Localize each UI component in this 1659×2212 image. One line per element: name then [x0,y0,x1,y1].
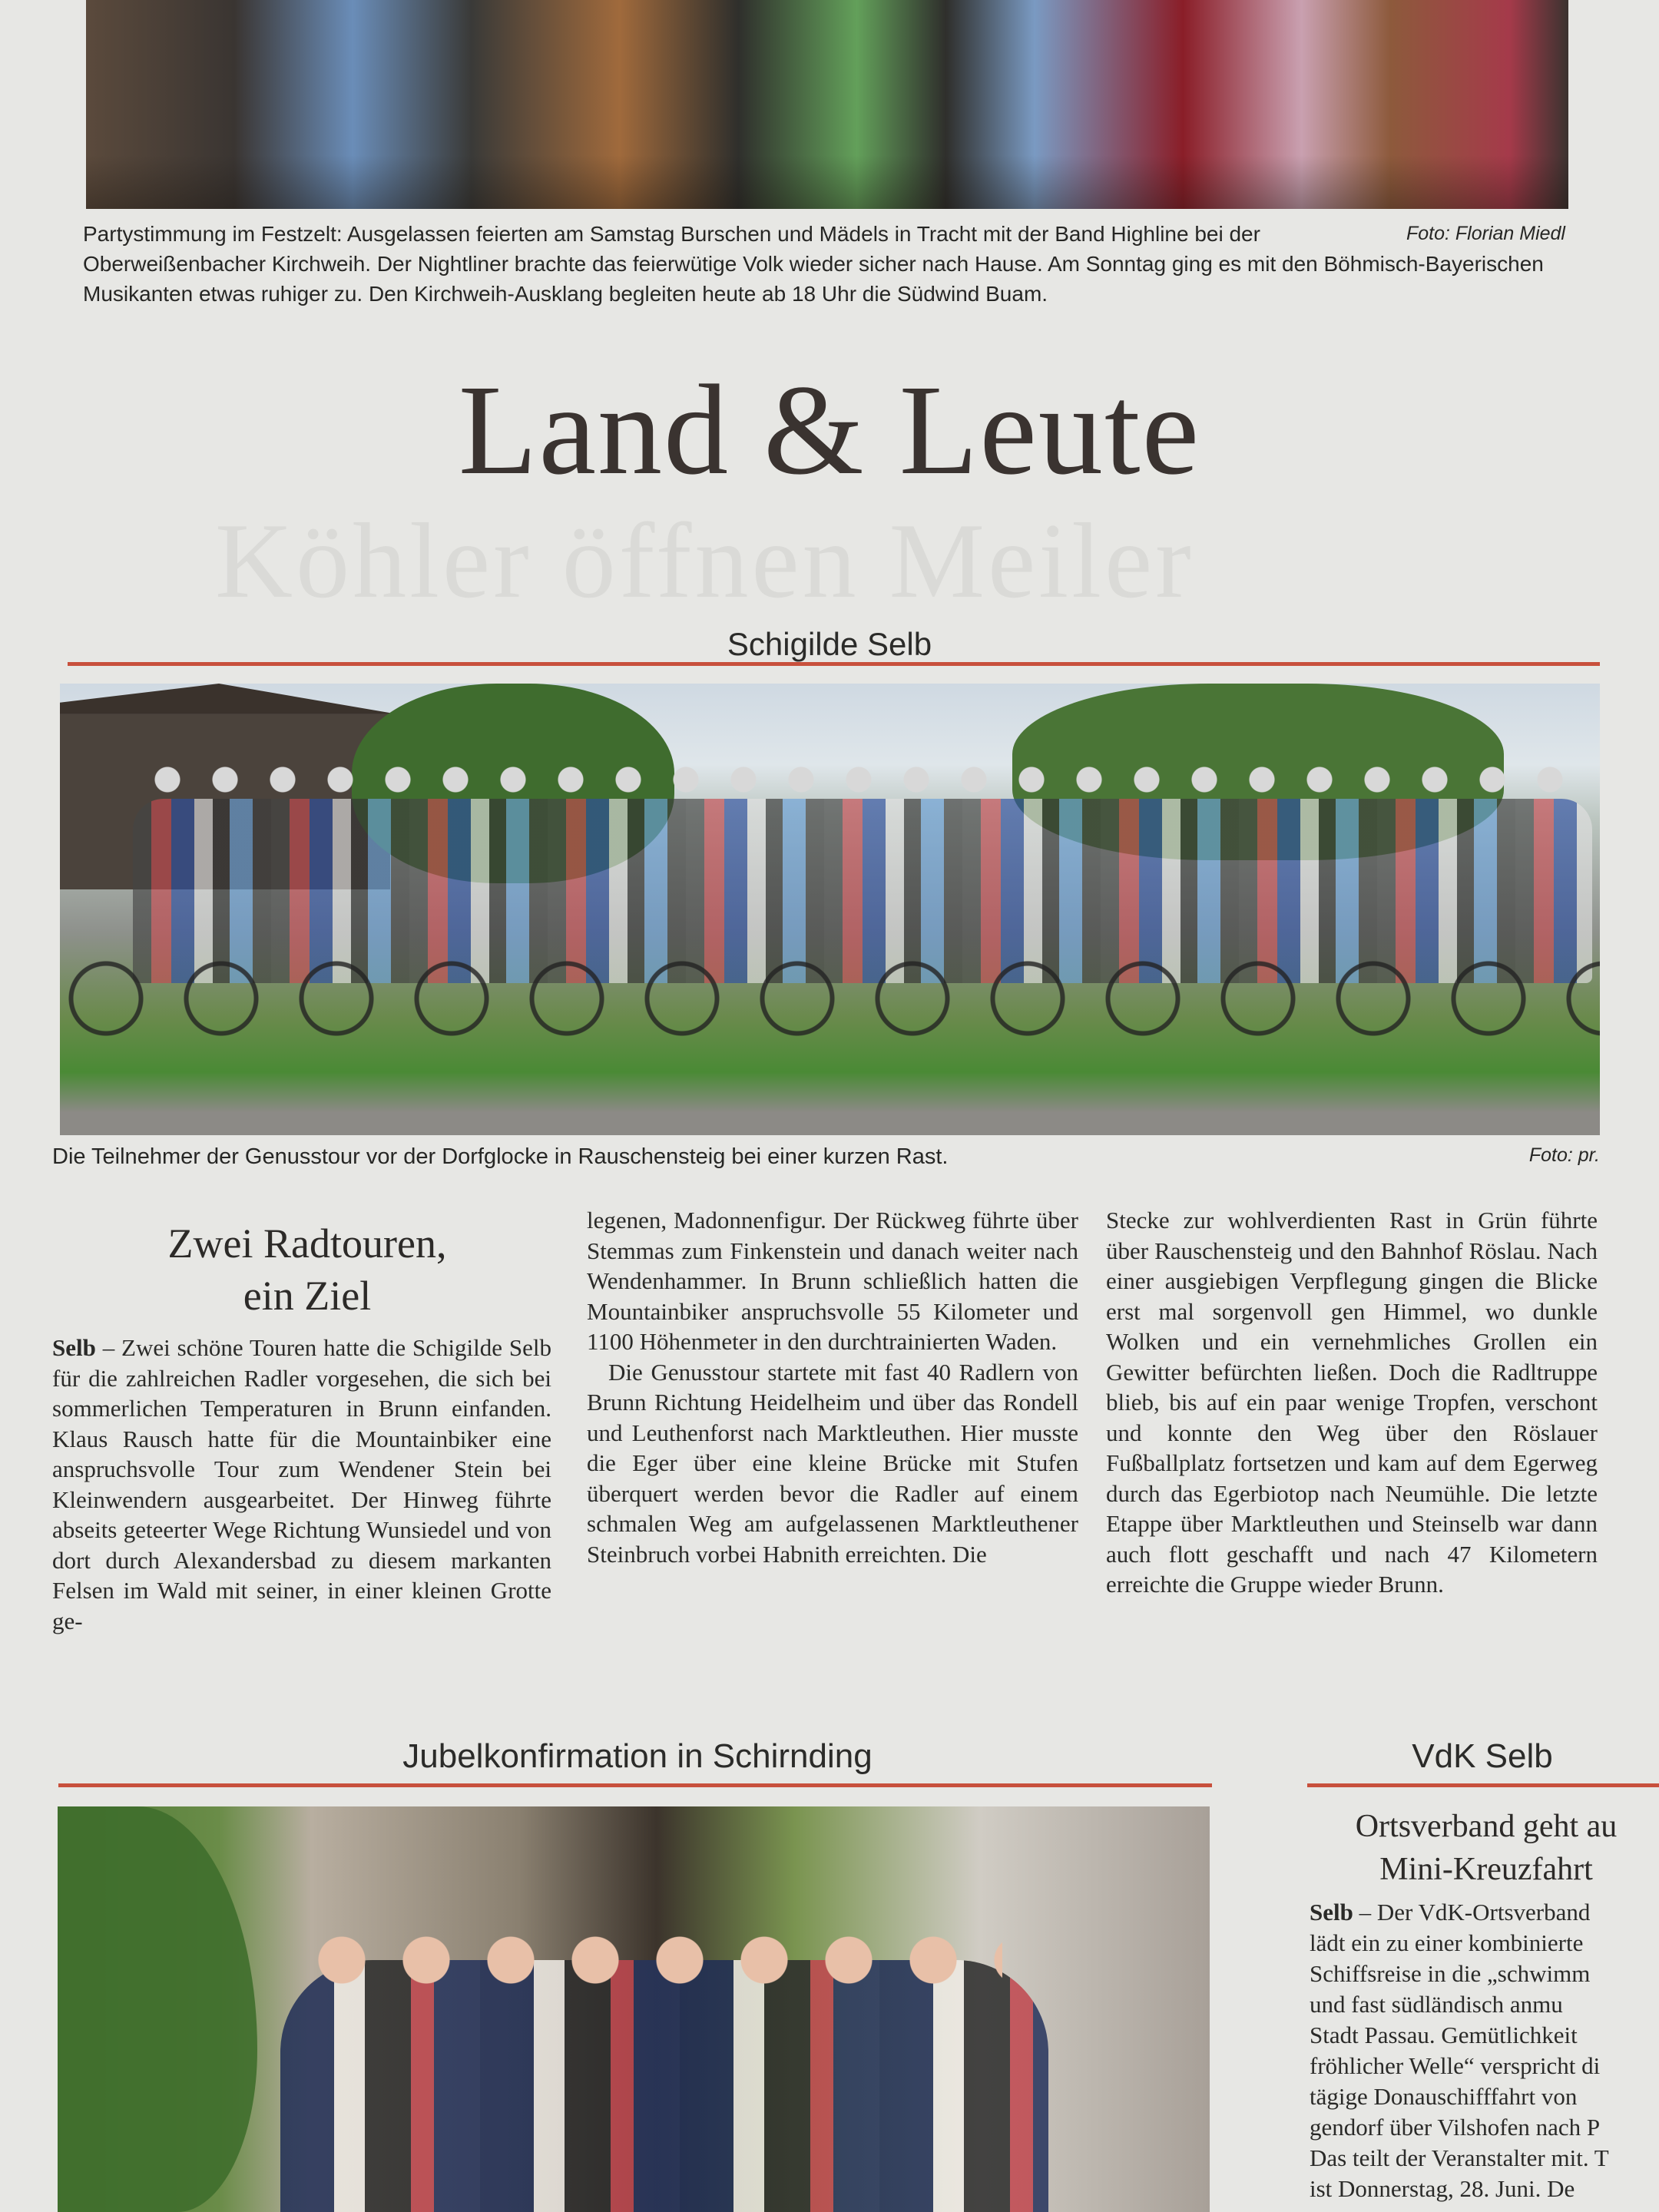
article-column-2 [587,1205,1078,1569]
vdk-line: und fast südländisch anmu [1310,1991,1563,2018]
vdk-headline-line-2: Mini-Kreuzfahrt [1379,1852,1593,1887]
vdk-line: – Der VdK-Ortsverband [1353,1899,1591,1926]
jubel-kicker: Jubelkonfirmation in Schirnding [402,1737,873,1775]
dateline: Selb [52,1334,96,1361]
cyclists-caption-text: Die Teilnehmer der Genusstour vor der Dorfglocke in Rauschensteig bei einer kurzen Rast. [52,1144,949,1169]
vdk-headline [1313,1805,1659,1891]
article-column-1 [52,1333,551,1636]
vdk-headline-line-1: Ortsverband geht au [1355,1809,1618,1844]
bleed-through-text: Köhler öffnen Meiler [215,502,1194,621]
festzelt-caption [83,219,1565,309]
festzelt-caption-text: Partystimmung im Festzelt: Ausgelassen feierten am Samstag Burschen und Mädels in Tracht mit der Band Highline bei der Oberweißenbacher Kirchweih. Der Nightliner brachte das feierwütige Volk wieder sicher nach Hause. Am Sonntag ging es mit den Böhmisch-Bayerischen Musikanten etwas ruhiger zu. Den Kirchweih-Ausklang begleiten heute ab 18 Uhr die Südwind Buam. [83,222,1544,306]
vdk-line: lädt ein zu einer kombinierte [1310,1929,1584,1956]
vdk-line: Das teilt der Veranstalter mit. T [1310,2144,1609,2171]
kicker-rule [68,662,1600,666]
column-2-paragraph-2: Die Genusstour startete mit fast 40 Radlern von Brunn Richtung Heidelheim und über das Rondell und Leuthenforst nach Marktleuthen. Hier musste die Eger über eine kleine Brücke mit Stufen überquert werden bevor die Radler auf einem schmalen Weg am aufgelassenen Marktleuthener Steinbruch vorbei Habnith erreichten. Die [587,1358,1078,1568]
column-3-text: Stecke zur wohlverdienten Rast in Grün führte über Rauschensteig und den Bahnhof Röslau. Nach einer ausgiebigen Verpflegung gingen die Blicke erst mal sorgenvoll gen Himmel, wo dunkle Wolken und ein vernehmliches Grollen ein Gewitter befürchten ließen. Doch die Radltruppe blieb, bis auf ein paar wenige Tropfen, verschont und konnte den Weg über den Röslauer Fußballplatz fortsetzen und kam auf dem Egerweg durch das Egerbiotop nach Neumühle. Die letzte Etappe über Marktleuthen und Steinselb war dann auch flott geschafft und nach 47 Kilometern erreichte die Gruppe wieder Brunn. [1106,1207,1598,1598]
vdk-kicker: VdK Selb [1412,1737,1553,1775]
schigilde-kicker: Schigilde Selb [727,626,932,662]
vdk-dateline: Selb [1310,1899,1353,1926]
jubel-group-photo [58,1806,1210,2212]
vdk-rule [1307,1783,1659,1787]
vdk-column [1310,1897,1659,2204]
vdk-line: tägige Donauschifffahrt von [1310,2083,1578,2110]
headline-line-2: ein Ziel [243,1273,372,1319]
vdk-line: gendorf über Vilshofen nach P [1310,2114,1601,2141]
vdk-line: Schiffsreise in die „schwimm [1310,1960,1591,1987]
cyclists-group-photo [60,684,1600,1135]
vdk-line: fröhlicher Welle“ verspricht di [1310,2052,1601,2079]
festzelt-photo [86,0,1568,209]
article-column-3 [1106,1205,1598,1600]
headline-line-1: Zwei Radtouren, [167,1220,447,1267]
cyclists-photo-credit: Foto: pr. [1528,1144,1600,1166]
cyclists-caption [52,1144,1600,1170]
festzelt-photo-credit: Foto: Florian Miedl [1406,223,1565,244]
vdk-line: ist Donnerstag, 28. Juni. De [1310,2175,1575,2202]
jubel-rule [58,1783,1212,1787]
column-2-paragraph-1: legenen, Madonnenfigur. Der Rückweg führte über Stemmas zum Finkenstein und danach weiter nach Wendenhammer. In Brunn schließlich hatten die Mountainbiker anspruchsvolle 55 Kilometer und 1100 Höhenmeter in den durchtrainierten Waden. [587,1207,1078,1355]
section-title: Land & Leute [458,359,1201,502]
column-1-text: – Zwei schöne Touren hatte die Schigilde Selb für die zahlreichen Radler vorgesehen, die sich bei sommerlichen Temperaturen in Brunn einfanden. Klaus Rausch hatte für die Mountainbiker eine anspruchsvolle Tour zum Wendener Stein bei Kleinwendern ausgearbeitet. Der Hinweg führte abseits geteerter Wege Richtung Wunsiedel und von dort durch Alexandersbad zu diesem markanten Felsen im Wald mit seiner, in einer kleinen Grotte ge- [52,1334,551,1634]
vdk-line: Stadt Passau. Gemütlichkeit [1310,2022,1578,2048]
schigilde-headline [58,1217,557,1322]
